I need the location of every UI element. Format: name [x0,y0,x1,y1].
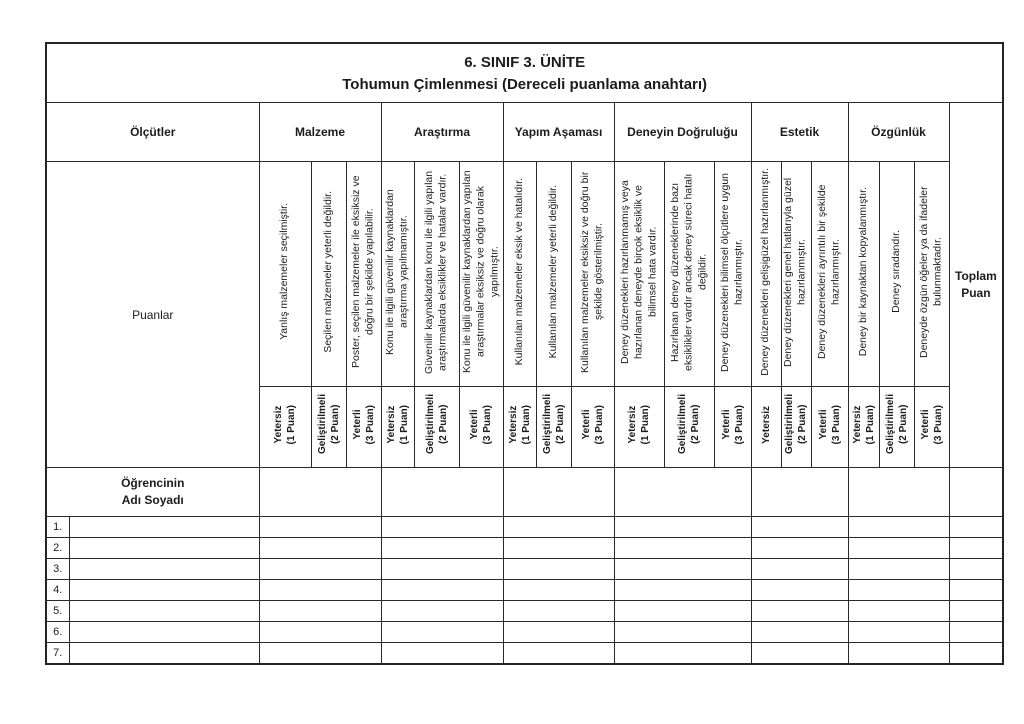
level-description-cell [714,162,751,387]
score-cell [751,601,848,622]
level-label-cell [664,387,714,468]
level-description-cell [781,162,811,387]
score-cell [259,538,381,559]
score-cell [503,601,614,622]
score-cell [614,601,751,622]
score-cell [614,643,751,665]
level-description: Kullanılan malzemeler eksiksiz ve doğru bir şekilde gösterilmiştir. [578,170,605,373]
score-cell [751,580,848,601]
row-number: 4. [46,580,69,601]
level-description: Seçilen malzemeler yeterli değildir. [321,190,334,353]
total-score-cell [949,517,1003,538]
score-cell [259,580,381,601]
level-description: Deneyde özgün öğeler ya da ifadeler bulunmaktadır. [917,185,944,358]
level-description-cell [848,162,879,387]
student-name-cell [69,622,259,643]
level-description-cell [571,162,614,387]
rubric-title-cell [46,43,1003,103]
score-cell [503,538,614,559]
category-header-malzeme: Malzeme [259,103,381,162]
level-description-cell [664,162,714,387]
score-cell [381,517,503,538]
category-header-yapim-asamasi: Yapım Aşaması [503,103,614,162]
level-label-cell [414,387,459,468]
student-row [46,538,1003,559]
student-row [46,580,1003,601]
score-cell [751,622,848,643]
score-cell [259,517,381,538]
score-cell [751,517,848,538]
score-cell [381,538,503,559]
student-name-cell [69,559,259,580]
score-cell [381,580,503,601]
level-label: Yeterli (3 Puan) [580,404,605,445]
score-cell [614,517,751,538]
level-label: Yeterli (3 Puan) [720,404,745,445]
score-cell [381,601,503,622]
student-header-line2: Adı Soyadı [121,493,184,507]
score-cell [381,622,503,643]
student-row [46,622,1003,643]
criteria-header: Ölçütler [46,103,259,162]
level-label-cell [714,387,751,468]
level-description-cell [914,162,949,387]
student-name-cell [69,517,259,538]
level-label: Geliştirilmeli (2 Puan) [541,394,566,455]
level-label-cell [781,387,811,468]
score-cell [848,643,949,665]
level-description-cell [414,162,459,387]
level-description-cell [879,162,914,387]
level-description-cell [311,162,346,387]
score-cell [503,559,614,580]
student-name-cell [69,643,259,665]
score-header-spacer [614,468,751,517]
level-label: Geliştirilmeli (2 Puan) [424,394,449,455]
student-name-cell [69,601,259,622]
level-label-cell [751,387,781,468]
score-cell [614,559,751,580]
score-cell [848,622,949,643]
level-label: Yetersiz [760,405,772,444]
student-name-cell [69,538,259,559]
score-cell [751,538,848,559]
total-score-cell [949,538,1003,559]
level-description: Kullanılan malzemeler yeterli değildir. [546,184,559,359]
points-header: Puanlar [46,162,259,468]
row-number: 7. [46,643,69,665]
level-label: Yeterli (3 Puan) [817,404,842,445]
level-label-cell [346,387,381,468]
student-header-line1: Öğrencinin [121,475,185,490]
level-description: Güvenilir kaynaklardan konu ile ilgili yapılan araştırmalarda eksiklikler ve hatalar vardır. [422,169,449,374]
level-label: Yeterli (3 Puan) [919,404,944,445]
rubric-subtitle: Tohumun Çimlenmesi (Dereceli puanlama anahtarı) [342,75,708,93]
level-label-cell [879,387,914,468]
row-number: 3. [46,559,69,580]
level-label-cell [536,387,571,468]
total-score-cell [949,601,1003,622]
level-label: Yetersiz (1 Puan) [507,404,532,445]
rubric-table [45,42,1004,665]
level-label: Geliştirilmeli (2 Puan) [316,394,341,455]
score-cell [848,559,949,580]
level-label-cell [459,387,503,468]
level-label-cell [848,387,879,468]
row-number: 5. [46,601,69,622]
score-cell [381,643,503,665]
level-label-cell [614,387,664,468]
student-row [46,517,1003,538]
level-description-cell [614,162,664,387]
total-score-cell [949,622,1003,643]
score-cell [614,580,751,601]
total-score-cell [949,643,1003,665]
level-label: Yetersiz (1 Puan) [627,404,651,445]
score-cell [848,517,949,538]
level-label-cell [259,387,311,468]
level-label: Yetersiz (1 Puan) [385,404,410,445]
score-cell [503,622,614,643]
level-label-cell [503,387,536,468]
total-score-cell [949,580,1003,601]
level-description: Deney düzenekleri gelişigüzel hazırlanmıştır. [759,167,772,376]
category-header-arastirma: Araştırma [381,103,503,162]
score-cell [751,559,848,580]
level-description: Deney bir kaynaktan kopyalanmıştır. [856,186,869,357]
student-name-cell [69,580,259,601]
level-description-cell [459,162,503,387]
score-cell [614,622,751,643]
category-header-deneyin-dogrulugu: Deneyin Doğruluğu [614,103,751,162]
level-description: Deney düzenekleri hazırlanmamış veya hazırlanan deneyde birçok eksiklik ve bilimsel hata vardır. [618,179,658,364]
level-label-cell [311,387,346,468]
row-number: 1. [46,517,69,538]
student-name-header [46,468,259,517]
level-description: Deney sıradandır. [889,230,902,313]
level-label: Geliştirilmeli (2 Puan) [884,394,909,455]
level-label: Geliştirilmeli (2 Puan) [677,394,701,455]
category-header-estetik: Estetik [751,103,848,162]
level-description-cell [536,162,571,387]
rubric-title: 6. SINIF 3. ÜNİTE [464,54,586,71]
student-row [46,601,1003,622]
total-header-line1: Toplam [955,268,997,283]
total-score-cell [949,559,1003,580]
score-header-spacer [381,468,503,517]
total-header-line2: Puan [961,286,991,300]
row-number: 6. [46,622,69,643]
level-label: Geliştirilmeli (2 Puan) [784,394,808,455]
score-cell [259,643,381,665]
level-description: Kullanılan malzemeler eksik ve hatalıdır. [512,177,525,366]
level-description: Poster, seçilen malzemeler ile eksiksiz ve doğru bir şekilde yapılabilir. [349,175,376,368]
level-label-cell [811,387,848,468]
score-header-spacer [503,468,614,517]
level-description-cell [751,162,781,387]
score-cell [503,643,614,665]
student-row [46,643,1003,665]
student-row [46,559,1003,580]
level-description: Deney düzenekleri ayrıntılı bir şekilde hazırlanmıştır. [815,184,842,359]
level-label-cell [914,387,949,468]
level-description: Deney düzenekleri genel hatlarıyla güzel hazırlanmıştır. [782,176,808,367]
level-description: Hazırlanan deney düzeneklerinde bazı eksiklikler vardır ancak deney süreci hatalı değildir. [668,172,708,371]
score-cell [503,580,614,601]
level-label: Yetersiz (1 Puan) [273,404,297,445]
score-header-spacer [259,468,381,517]
level-description-cell [381,162,414,387]
level-description: Konu ile ilgili güvenilir kaynaklardan araştırma yapılmamıştır. [383,188,410,355]
level-label-cell [381,387,414,468]
score-header-spacer [751,468,848,517]
category-header-ozgunluk: Özgünlük [848,103,949,162]
level-description-cell [503,162,536,387]
score-cell [259,622,381,643]
score-cell [259,559,381,580]
score-cell [503,517,614,538]
level-description-cell [346,162,381,387]
score-cell [848,538,949,559]
score-cell [259,601,381,622]
level-description-cell [259,162,311,387]
level-description: Konu ile ilgili güvenilir kaynaklardan yapılan araştırmalar eksiksiz ve doğru olarak yapılmıştır. [460,170,500,373]
level-description: Yanlış malzemeler seçilmiştir. [278,203,291,340]
level-description-cell [811,162,848,387]
level-description: Deney düzenekleri bilimsel ölçütlere uygun hazırlanmıştır. [718,171,745,372]
level-label: Yeterli (3 Puan) [351,404,376,445]
score-cell [848,601,949,622]
score-cell [381,559,503,580]
score-cell [614,538,751,559]
score-header-spacer [848,468,949,517]
score-cell [751,643,848,665]
level-label: Yetersiz (1 Puan) [851,404,876,445]
score-cell [848,580,949,601]
row-number: 2. [46,538,69,559]
level-label: Yeterli (3 Puan) [469,404,493,445]
total-score-header [949,103,1003,468]
level-label-cell [571,387,614,468]
